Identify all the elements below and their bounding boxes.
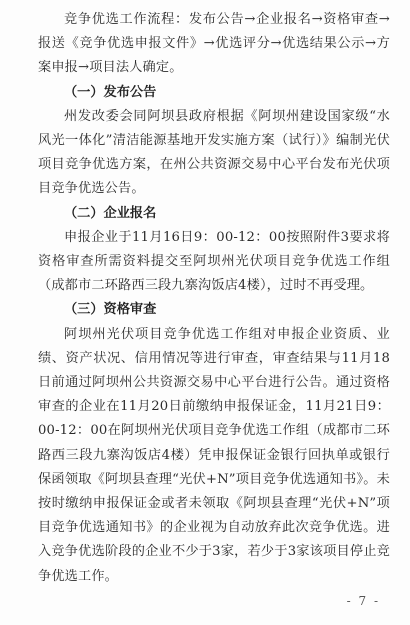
section-heading-announcement: （一）发布公告 [64,84,157,100]
registration-paragraph: 申报企业于11月16日9：00-12：00按照附件3要求将资格审查所需资料提交至阿坝州光伏项目竞争优选工作组（成都市二环路西三段九寨沟饭店4楼），过时不再受理。 [38,229,390,294]
page-number: - 7 - [346,594,380,608]
qualification-paragraph: 阿坝州光伏项目竞争优选工作组对申报企业资质、业绩、资产状况、信用情况等进行审查，审查结果与11月18日前通过阿坝州公共资源交易中心平台进行公告。通过资格审查的企业在11月20日前缴纳申报保证金，11月21日9：00-12：00在阿坝州光伏项目竞争优选工作组（成都市二环路西三段九寨沟饭店4楼）凭申报保证金银行回执单或银行保函领取《阿坝县查理“光伏+N”项目竞争优选通知书》。未按时缴纳申报保证金或者未领取《阿坝县查理“光伏+N”项目竞争优选通知书》的企业视为自动放弃此次竞争优选。进入竞争优选阶段的企业不少于3家，若少于3家该项目停止竞争优选工作。 [38,326,390,584]
workflow-paragraph: 竞争优选工作流程：发布公告→企业报名→资格审查→报送《竞争优选申报文件》→优选评分→优选结果公示→方案申报→项目法人确定。 [38,12,390,76]
announcement-paragraph: 州发改委会同阿坝县政府根据《阿坝州建设国家级“水风光一体化”清洁能源基地开发实施方案（试行）》编制光伏项目竞争优选方案，在州公共资源交易中心平台发布光伏项目竞争优选公告。 [38,108,390,197]
section-heading-qualification: （三）资格审查 [64,302,157,318]
document-body [38,8,390,589]
section-heading-registration: （二）企业报名 [64,205,157,221]
